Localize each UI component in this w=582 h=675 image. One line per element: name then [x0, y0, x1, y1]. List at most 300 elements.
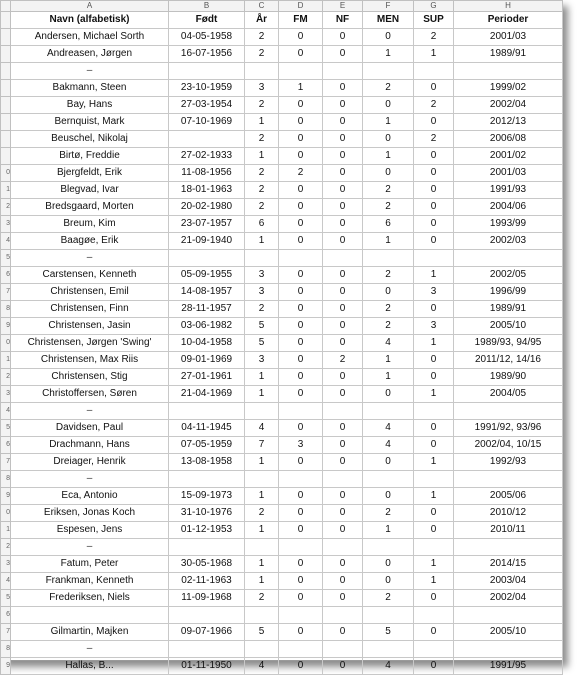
- row-number[interactable]: 4: [1, 403, 11, 420]
- empty-cell[interactable]: [169, 641, 245, 658]
- fm-cell[interactable]: 0: [279, 97, 323, 114]
- separator-cell[interactable]: –: [11, 641, 169, 658]
- fm-cell[interactable]: 0: [279, 658, 323, 675]
- men-cell[interactable]: 1: [363, 369, 414, 386]
- fm-cell[interactable]: 0: [279, 335, 323, 352]
- header-year[interactable]: År: [245, 12, 279, 29]
- year-cell[interactable]: 7: [245, 437, 279, 454]
- nf-cell[interactable]: 0: [323, 114, 363, 131]
- row-number[interactable]: 8: [1, 641, 11, 658]
- fm-cell[interactable]: 0: [279, 182, 323, 199]
- nf-cell[interactable]: 0: [323, 454, 363, 471]
- row-number[interactable]: 2: [1, 199, 11, 216]
- row-number[interactable]: [1, 114, 11, 131]
- name-cell[interactable]: Carstensen, Kenneth: [11, 267, 169, 284]
- separator-cell[interactable]: [11, 607, 169, 624]
- row-number[interactable]: 8: [1, 301, 11, 318]
- year-cell[interactable]: 2: [245, 182, 279, 199]
- periods-cell[interactable]: 2005/10: [454, 624, 563, 641]
- empty-cell[interactable]: [414, 641, 454, 658]
- row-number[interactable]: 3: [1, 216, 11, 233]
- fm-cell[interactable]: 0: [279, 556, 323, 573]
- sup-cell[interactable]: 2: [414, 131, 454, 148]
- men-cell[interactable]: 1: [363, 522, 414, 539]
- row-number[interactable]: 0: [1, 165, 11, 182]
- born-cell[interactable]: 21-09-1940: [169, 233, 245, 250]
- men-cell[interactable]: 4: [363, 420, 414, 437]
- separator-cell[interactable]: –: [11, 539, 169, 556]
- row-number[interactable]: 9: [1, 658, 11, 675]
- empty-cell[interactable]: [169, 63, 245, 80]
- name-cell[interactable]: Christensen, Max Riis: [11, 352, 169, 369]
- row-number[interactable]: 9: [1, 318, 11, 335]
- year-cell[interactable]: 3: [245, 267, 279, 284]
- born-cell[interactable]: 21-04-1969: [169, 386, 245, 403]
- periods-cell[interactable]: 2004/05: [454, 386, 563, 403]
- year-cell[interactable]: 1: [245, 114, 279, 131]
- fm-cell[interactable]: 2: [279, 165, 323, 182]
- sup-cell[interactable]: 0: [414, 301, 454, 318]
- year-cell[interactable]: 1: [245, 386, 279, 403]
- row-number[interactable]: 4: [1, 233, 11, 250]
- row-number[interactable]: 1: [1, 182, 11, 199]
- fm-cell[interactable]: 0: [279, 301, 323, 318]
- born-cell[interactable]: 09-01-1969: [169, 352, 245, 369]
- men-cell[interactable]: 0: [363, 556, 414, 573]
- fm-cell[interactable]: 0: [279, 284, 323, 301]
- empty-cell[interactable]: [454, 539, 563, 556]
- empty-cell[interactable]: [363, 63, 414, 80]
- men-cell[interactable]: 4: [363, 335, 414, 352]
- empty-cell[interactable]: [414, 607, 454, 624]
- row-number[interactable]: 7: [1, 624, 11, 641]
- born-cell[interactable]: 02-11-1963: [169, 573, 245, 590]
- nf-cell[interactable]: 0: [323, 199, 363, 216]
- sup-cell[interactable]: 1: [414, 454, 454, 471]
- sup-cell[interactable]: 0: [414, 165, 454, 182]
- fm-cell[interactable]: 0: [279, 318, 323, 335]
- year-cell[interactable]: 6: [245, 216, 279, 233]
- fm-cell[interactable]: 0: [279, 352, 323, 369]
- men-cell[interactable]: 1: [363, 46, 414, 63]
- fm-cell[interactable]: 0: [279, 420, 323, 437]
- name-cell[interactable]: Gilmartin, Majken: [11, 624, 169, 641]
- empty-cell[interactable]: [414, 403, 454, 420]
- sup-cell[interactable]: 2: [414, 29, 454, 46]
- row-number[interactable]: 8: [1, 471, 11, 488]
- nf-cell[interactable]: 0: [323, 80, 363, 97]
- empty-cell[interactable]: [169, 607, 245, 624]
- empty-cell[interactable]: [245, 641, 279, 658]
- nf-cell[interactable]: 0: [323, 148, 363, 165]
- born-cell[interactable]: 16-07-1956: [169, 46, 245, 63]
- periods-cell[interactable]: 2004/06: [454, 199, 563, 216]
- men-cell[interactable]: 2: [363, 318, 414, 335]
- row-number[interactable]: 0: [1, 335, 11, 352]
- fm-cell[interactable]: 0: [279, 369, 323, 386]
- row-number[interactable]: [1, 29, 11, 46]
- empty-cell[interactable]: [454, 250, 563, 267]
- column-header-d[interactable]: D: [279, 1, 323, 12]
- empty-cell[interactable]: [454, 471, 563, 488]
- fm-cell[interactable]: 0: [279, 505, 323, 522]
- periods-cell[interactable]: 2012/13: [454, 114, 563, 131]
- born-cell[interactable]: 23-10-1959: [169, 80, 245, 97]
- empty-cell[interactable]: [363, 250, 414, 267]
- year-cell[interactable]: 3: [245, 352, 279, 369]
- sup-cell[interactable]: 2: [414, 97, 454, 114]
- sup-cell[interactable]: 0: [414, 148, 454, 165]
- sup-cell[interactable]: 3: [414, 318, 454, 335]
- nf-cell[interactable]: 0: [323, 590, 363, 607]
- year-cell[interactable]: 2: [245, 131, 279, 148]
- born-cell[interactable]: 01-12-1953: [169, 522, 245, 539]
- born-cell[interactable]: 09-07-1966: [169, 624, 245, 641]
- men-cell[interactable]: 2: [363, 80, 414, 97]
- born-cell[interactable]: 07-05-1959: [169, 437, 245, 454]
- born-cell[interactable]: 11-09-1968: [169, 590, 245, 607]
- empty-cell[interactable]: [363, 471, 414, 488]
- born-cell[interactable]: 11-08-1956: [169, 165, 245, 182]
- header-sup[interactable]: SUP: [414, 12, 454, 29]
- empty-cell[interactable]: [169, 471, 245, 488]
- year-cell[interactable]: 5: [245, 335, 279, 352]
- men-cell[interactable]: 0: [363, 165, 414, 182]
- name-cell[interactable]: Christensen, Stig: [11, 369, 169, 386]
- year-cell[interactable]: 1: [245, 488, 279, 505]
- nf-cell[interactable]: 0: [323, 318, 363, 335]
- nf-cell[interactable]: 0: [323, 556, 363, 573]
- year-cell[interactable]: 1: [245, 369, 279, 386]
- year-cell[interactable]: 1: [245, 454, 279, 471]
- periods-cell[interactable]: 1989/90: [454, 369, 563, 386]
- empty-cell[interactable]: [323, 63, 363, 80]
- year-cell[interactable]: 1: [245, 233, 279, 250]
- empty-cell[interactable]: [454, 641, 563, 658]
- row-number[interactable]: [1, 97, 11, 114]
- row-number[interactable]: 0: [1, 505, 11, 522]
- nf-cell[interactable]: 0: [323, 488, 363, 505]
- empty-cell[interactable]: [363, 539, 414, 556]
- periods-cell[interactable]: 2006/08: [454, 131, 563, 148]
- header-nf[interactable]: NF: [323, 12, 363, 29]
- men-cell[interactable]: 0: [363, 29, 414, 46]
- men-cell[interactable]: 2: [363, 301, 414, 318]
- men-cell[interactable]: 2: [363, 199, 414, 216]
- name-cell[interactable]: Davidsen, Paul: [11, 420, 169, 437]
- year-cell[interactable]: 1: [245, 522, 279, 539]
- born-cell[interactable]: 23-07-1957: [169, 216, 245, 233]
- name-cell[interactable]: Espesen, Jens: [11, 522, 169, 539]
- row-number[interactable]: 2: [1, 369, 11, 386]
- column-header-f[interactable]: F: [363, 1, 414, 12]
- sup-cell[interactable]: 0: [414, 522, 454, 539]
- year-cell[interactable]: 1: [245, 573, 279, 590]
- nf-cell[interactable]: 0: [323, 182, 363, 199]
- empty-cell[interactable]: [414, 250, 454, 267]
- empty-cell[interactable]: [245, 471, 279, 488]
- empty-cell[interactable]: [169, 539, 245, 556]
- sup-cell[interactable]: 0: [414, 624, 454, 641]
- separator-cell[interactable]: –: [11, 471, 169, 488]
- row-number[interactable]: 9: [1, 488, 11, 505]
- row-number[interactable]: 3: [1, 386, 11, 403]
- periods-cell[interactable]: 2001/03: [454, 165, 563, 182]
- men-cell[interactable]: 1: [363, 148, 414, 165]
- sup-cell[interactable]: 1: [414, 488, 454, 505]
- fm-cell[interactable]: 0: [279, 522, 323, 539]
- periods-cell[interactable]: 1992/93: [454, 454, 563, 471]
- fm-cell[interactable]: 0: [279, 267, 323, 284]
- periods-cell[interactable]: 2001/03: [454, 29, 563, 46]
- periods-cell[interactable]: 2002/05: [454, 267, 563, 284]
- periods-cell[interactable]: 2001/02: [454, 148, 563, 165]
- periods-cell[interactable]: 2005/06: [454, 488, 563, 505]
- name-cell[interactable]: Bakmann, Steen: [11, 80, 169, 97]
- row-number[interactable]: 1: [1, 522, 11, 539]
- sup-cell[interactable]: 1: [414, 556, 454, 573]
- men-cell[interactable]: 2: [363, 182, 414, 199]
- empty-cell[interactable]: [279, 539, 323, 556]
- fm-cell[interactable]: 0: [279, 131, 323, 148]
- born-cell[interactable]: 18-01-1963: [169, 182, 245, 199]
- empty-cell[interactable]: [245, 403, 279, 420]
- born-cell[interactable]: 15-09-1973: [169, 488, 245, 505]
- empty-cell[interactable]: [279, 607, 323, 624]
- sup-cell[interactable]: 1: [414, 573, 454, 590]
- born-cell[interactable]: 10-04-1958: [169, 335, 245, 352]
- row-number[interactable]: [1, 131, 11, 148]
- sup-cell[interactable]: 0: [414, 437, 454, 454]
- men-cell[interactable]: 0: [363, 488, 414, 505]
- year-cell[interactable]: 2: [245, 199, 279, 216]
- nf-cell[interactable]: 0: [323, 29, 363, 46]
- nf-cell[interactable]: 0: [323, 267, 363, 284]
- empty-cell[interactable]: [363, 607, 414, 624]
- empty-cell[interactable]: [323, 539, 363, 556]
- row-number[interactable]: 3: [1, 556, 11, 573]
- empty-cell[interactable]: [323, 607, 363, 624]
- nf-cell[interactable]: 0: [323, 522, 363, 539]
- name-cell[interactable]: Bay, Hans: [11, 97, 169, 114]
- nf-cell[interactable]: 0: [323, 165, 363, 182]
- column-header-h[interactable]: H: [454, 1, 563, 12]
- nf-cell[interactable]: 0: [323, 658, 363, 675]
- born-cell[interactable]: 28-11-1957: [169, 301, 245, 318]
- row-number[interactable]: [1, 148, 11, 165]
- born-cell[interactable]: [169, 131, 245, 148]
- sup-cell[interactable]: 0: [414, 233, 454, 250]
- men-cell[interactable]: 0: [363, 284, 414, 301]
- sup-cell[interactable]: 0: [414, 658, 454, 675]
- empty-cell[interactable]: [279, 250, 323, 267]
- row-number[interactable]: 1: [1, 352, 11, 369]
- born-cell[interactable]: 30-05-1968: [169, 556, 245, 573]
- column-header-c[interactable]: C: [245, 1, 279, 12]
- row-number[interactable]: 6: [1, 437, 11, 454]
- men-cell[interactable]: 4: [363, 658, 414, 675]
- nf-cell[interactable]: 0: [323, 97, 363, 114]
- year-cell[interactable]: 2: [245, 46, 279, 63]
- empty-cell[interactable]: [245, 63, 279, 80]
- nf-cell[interactable]: 0: [323, 437, 363, 454]
- periods-cell[interactable]: 1999/02: [454, 80, 563, 97]
- nf-cell[interactable]: 0: [323, 369, 363, 386]
- born-cell[interactable]: 27-02-1933: [169, 148, 245, 165]
- periods-cell[interactable]: 1989/91: [454, 301, 563, 318]
- year-cell[interactable]: 3: [245, 80, 279, 97]
- sup-cell[interactable]: 0: [414, 590, 454, 607]
- fm-cell[interactable]: 0: [279, 46, 323, 63]
- nf-cell[interactable]: 0: [323, 284, 363, 301]
- nf-cell[interactable]: 0: [323, 46, 363, 63]
- year-cell[interactable]: 2: [245, 97, 279, 114]
- fm-cell[interactable]: 3: [279, 437, 323, 454]
- men-cell[interactable]: 0: [363, 454, 414, 471]
- row-number[interactable]: 6: [1, 267, 11, 284]
- empty-cell[interactable]: [323, 250, 363, 267]
- row-number[interactable]: 4: [1, 573, 11, 590]
- year-cell[interactable]: 2: [245, 590, 279, 607]
- name-cell[interactable]: Christensen, Finn: [11, 301, 169, 318]
- men-cell[interactable]: 0: [363, 131, 414, 148]
- row-number[interactable]: 5: [1, 420, 11, 437]
- name-cell[interactable]: Hallas, B...: [11, 658, 169, 675]
- periods-cell[interactable]: 2010/12: [454, 505, 563, 522]
- empty-cell[interactable]: [169, 250, 245, 267]
- empty-cell[interactable]: [245, 607, 279, 624]
- fm-cell[interactable]: 0: [279, 114, 323, 131]
- header-born[interactable]: Født: [169, 12, 245, 29]
- nf-cell[interactable]: 0: [323, 216, 363, 233]
- name-cell[interactable]: Frederiksen, Niels: [11, 590, 169, 607]
- men-cell[interactable]: 0: [363, 386, 414, 403]
- sup-cell[interactable]: 0: [414, 80, 454, 97]
- row-number[interactable]: [1, 12, 11, 29]
- header-periods[interactable]: Perioder: [454, 12, 563, 29]
- empty-cell[interactable]: [414, 471, 454, 488]
- empty-cell[interactable]: [279, 63, 323, 80]
- men-cell[interactable]: 4: [363, 437, 414, 454]
- name-cell[interactable]: Christensen, Emil: [11, 284, 169, 301]
- year-cell[interactable]: 2: [245, 505, 279, 522]
- born-cell[interactable]: 14-08-1957: [169, 284, 245, 301]
- year-cell[interactable]: 4: [245, 420, 279, 437]
- name-cell[interactable]: Andersen, Michael Sorth: [11, 29, 169, 46]
- empty-cell[interactable]: [245, 539, 279, 556]
- fm-cell[interactable]: 1: [279, 80, 323, 97]
- empty-cell[interactable]: [414, 539, 454, 556]
- nf-cell[interactable]: 0: [323, 624, 363, 641]
- men-cell[interactable]: 1: [363, 114, 414, 131]
- header-name[interactable]: Navn (alfabetisk): [11, 12, 169, 29]
- column-header-a[interactable]: A: [11, 1, 169, 12]
- periods-cell[interactable]: 2002/04: [454, 590, 563, 607]
- sup-cell[interactable]: 1: [414, 335, 454, 352]
- periods-cell[interactable]: 2002/04, 10/15: [454, 437, 563, 454]
- periods-cell[interactable]: 1996/99: [454, 284, 563, 301]
- year-cell[interactable]: 2: [245, 301, 279, 318]
- empty-cell[interactable]: [454, 607, 563, 624]
- name-cell[interactable]: Andreasen, Jørgen: [11, 46, 169, 63]
- empty-cell[interactable]: [279, 641, 323, 658]
- empty-cell[interactable]: [454, 403, 563, 420]
- name-cell[interactable]: Bredsgaard, Morten: [11, 199, 169, 216]
- fm-cell[interactable]: 0: [279, 148, 323, 165]
- row-number[interactable]: 5: [1, 590, 11, 607]
- name-cell[interactable]: Beuschel, Nikolaj: [11, 131, 169, 148]
- separator-cell[interactable]: –: [11, 250, 169, 267]
- empty-cell[interactable]: [363, 403, 414, 420]
- year-cell[interactable]: 4: [245, 658, 279, 675]
- empty-cell[interactable]: [245, 250, 279, 267]
- sup-cell[interactable]: 0: [414, 114, 454, 131]
- fm-cell[interactable]: 0: [279, 488, 323, 505]
- header-men[interactable]: MEN: [363, 12, 414, 29]
- name-cell[interactable]: Eca, Antonio: [11, 488, 169, 505]
- born-cell[interactable]: 05-09-1955: [169, 267, 245, 284]
- name-cell[interactable]: Christensen, Jasin: [11, 318, 169, 335]
- row-number[interactable]: 7: [1, 284, 11, 301]
- fm-cell[interactable]: 0: [279, 386, 323, 403]
- name-cell[interactable]: Bernquist, Mark: [11, 114, 169, 131]
- sup-cell[interactable]: 0: [414, 216, 454, 233]
- empty-cell[interactable]: [323, 471, 363, 488]
- fm-cell[interactable]: 0: [279, 216, 323, 233]
- year-cell[interactable]: 5: [245, 624, 279, 641]
- name-cell[interactable]: Bjergfeldt, Erik: [11, 165, 169, 182]
- nf-cell[interactable]: 2: [323, 352, 363, 369]
- name-cell[interactable]: Dreiager, Henrik: [11, 454, 169, 471]
- fm-cell[interactable]: 0: [279, 454, 323, 471]
- men-cell[interactable]: 2: [363, 267, 414, 284]
- empty-cell[interactable]: [279, 403, 323, 420]
- column-header-b[interactable]: B: [169, 1, 245, 12]
- sup-cell[interactable]: 3: [414, 284, 454, 301]
- name-cell[interactable]: Breum, Kim: [11, 216, 169, 233]
- fm-cell[interactable]: 0: [279, 573, 323, 590]
- empty-cell[interactable]: [169, 403, 245, 420]
- fm-cell[interactable]: 0: [279, 233, 323, 250]
- sup-cell[interactable]: 0: [414, 352, 454, 369]
- sup-cell[interactable]: 1: [414, 386, 454, 403]
- nf-cell[interactable]: 0: [323, 386, 363, 403]
- row-number[interactable]: 7: [1, 454, 11, 471]
- born-cell[interactable]: 04-11-1945: [169, 420, 245, 437]
- separator-cell[interactable]: –: [11, 63, 169, 80]
- year-cell[interactable]: 2: [245, 29, 279, 46]
- nf-cell[interactable]: 0: [323, 573, 363, 590]
- empty-cell[interactable]: [454, 63, 563, 80]
- sup-cell[interactable]: 0: [414, 505, 454, 522]
- row-number[interactable]: [1, 80, 11, 97]
- year-cell[interactable]: 5: [245, 318, 279, 335]
- empty-cell[interactable]: [323, 403, 363, 420]
- row-number[interactable]: 6: [1, 607, 11, 624]
- sup-cell[interactable]: 0: [414, 182, 454, 199]
- men-cell[interactable]: 1: [363, 352, 414, 369]
- name-cell[interactable]: Frankman, Kenneth: [11, 573, 169, 590]
- fm-cell[interactable]: 0: [279, 624, 323, 641]
- born-cell[interactable]: 03-06-1982: [169, 318, 245, 335]
- fm-cell[interactable]: 0: [279, 199, 323, 216]
- empty-cell[interactable]: [414, 63, 454, 80]
- empty-cell[interactable]: [323, 641, 363, 658]
- periods-cell[interactable]: 2005/10: [454, 318, 563, 335]
- men-cell[interactable]: 5: [363, 624, 414, 641]
- row-number[interactable]: [1, 46, 11, 63]
- periods-cell[interactable]: 1989/93, 94/95: [454, 335, 563, 352]
